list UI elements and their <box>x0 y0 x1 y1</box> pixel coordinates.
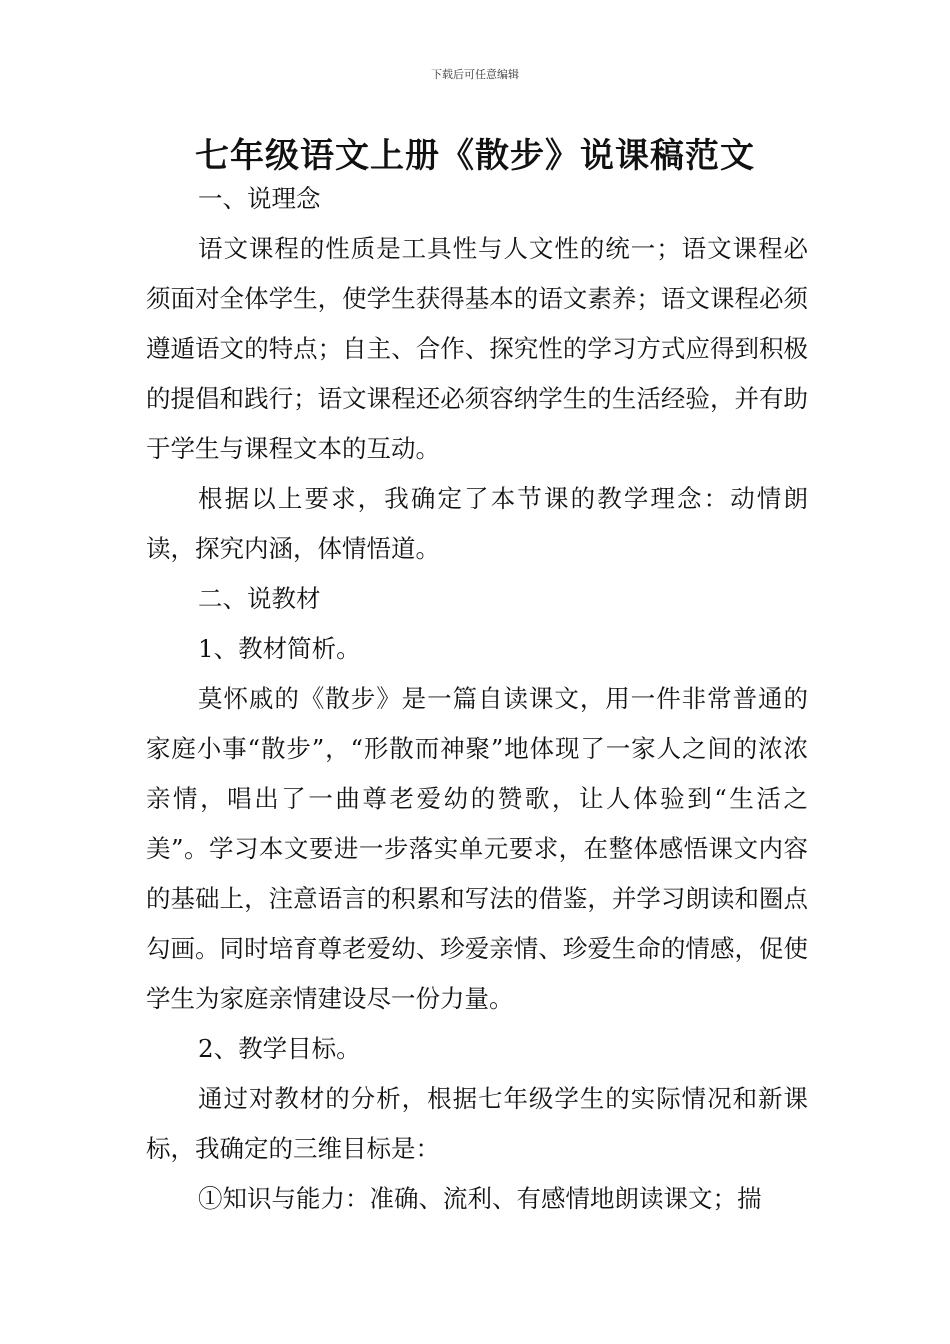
header-note: 下载后可任意编辑 <box>431 68 519 81</box>
paragraph: ①知识与能力：准确、流利、有感情地朗读课文；揣 <box>198 1184 762 1213</box>
paragraph: 莫怀戚的《散步》是一篇自读课文，用一件非常普通的家庭小事“散步”，“形散而神聚”地体现了一家人之间的浓浓亲情，唱出了一曲尊老爱幼的赞歌，让人体验到“生活之美”。学习本文要进一步落实单元要求，在整体感悟课文内容的基础上，注意语言的积累和写法的借鉴，并学习朗读和圈点勾画。同时培育尊老爱幼、珍爱亲情、珍爱生命的情感，促使学生为家庭亲情建设尽一份力量。 <box>146 684 808 1013</box>
paragraph: 根据以上要求，我确定了本节课的教学理念：动情朗读，探究内涵，体情悟道。 <box>146 484 808 563</box>
subsection-heading-analysis: 1、教材简析。 <box>198 634 361 663</box>
paragraph: 通过对教材的分析，根据七年级学生的实际情况和新课标，我确定的三维目标是： <box>146 1084 808 1163</box>
document-title: 七年级语文上册《散步》说课稿范文 <box>195 136 755 176</box>
section-heading-concept: 一、说理念 <box>198 184 321 213</box>
subsection-heading-goals: 2、教学目标。 <box>198 1034 361 1063</box>
paragraph: 语文课程的性质是工具性与人文性的统一；语文课程必须面对全体学生，使学生获得基本的语文素养；语文课程必须遵遁语文的特点；自主、合作、探究性的学习方式应得到积极的提倡和践行；语文课程还必须容纳学生的生活经验，并有助于学生与课程文本的互动。 <box>146 234 808 463</box>
document-body <box>146 174 808 1224</box>
section-heading-textbook: 二、说教材 <box>198 584 321 613</box>
